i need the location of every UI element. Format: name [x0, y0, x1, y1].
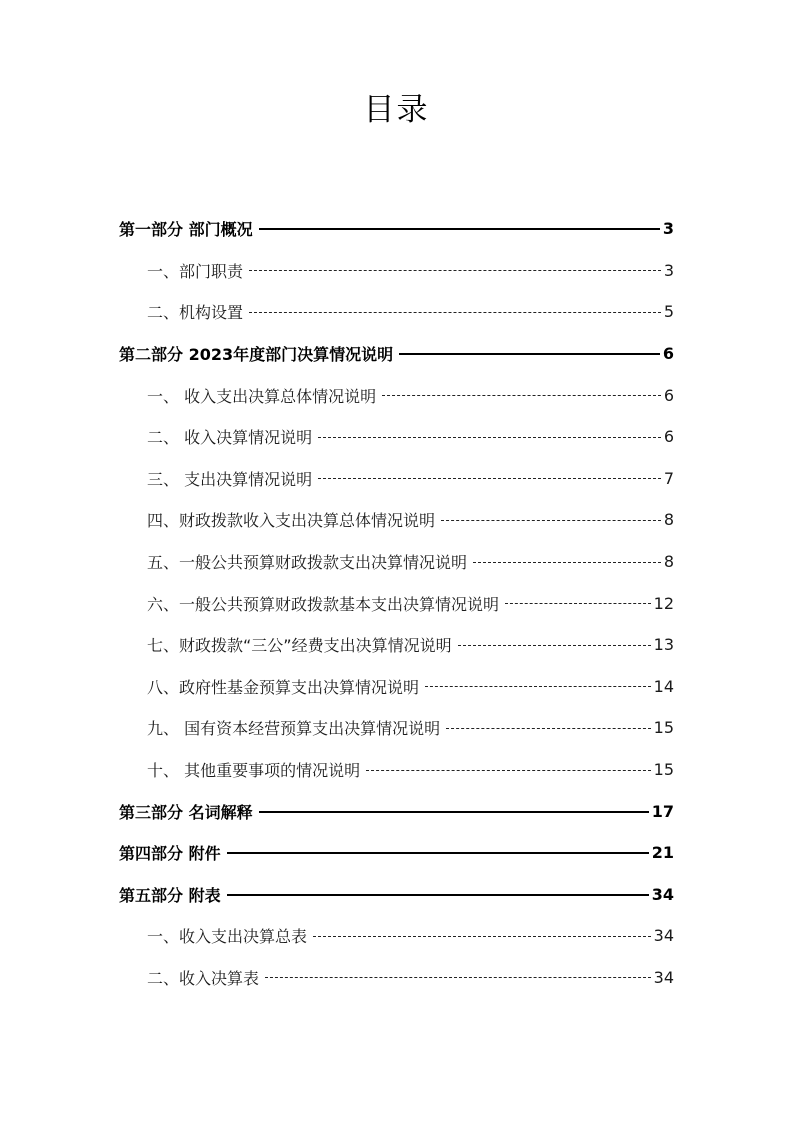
toc-entry-label: 十、 其他重要事项的情况说明 [147, 761, 361, 781]
toc-leader-line [227, 851, 649, 854]
toc-entry[interactable] [119, 915, 674, 957]
toc-entry-page: 21 [651, 843, 674, 863]
toc-entry-page: 3 [662, 219, 674, 239]
toc-entry-page: 12 [653, 593, 674, 613]
toc-entry[interactable] [119, 874, 674, 916]
toc-entry[interactable] [119, 458, 674, 500]
page-title: 目录 [363, 92, 430, 128]
toc-leader-line [318, 477, 661, 479]
toc-entry-page: 34 [653, 967, 674, 987]
toc-entry[interactable] [119, 541, 674, 583]
toc-entry[interactable] [119, 624, 674, 666]
toc-entry-page: 34 [651, 884, 674, 904]
toc-leader-line [399, 352, 660, 355]
toc-leader-line [382, 394, 661, 396]
toc-leader-line [318, 436, 661, 438]
table-of-contents [119, 208, 674, 998]
toc-leader-line [249, 311, 661, 313]
toc-leader-line [366, 769, 651, 771]
toc-entry[interactable] [119, 208, 674, 250]
toc-leader-line [505, 602, 651, 604]
toc-leader-line [441, 519, 661, 521]
toc-entry-page: 13 [653, 635, 674, 655]
toc-entry-page: 6 [663, 427, 674, 447]
toc-entry-page: 6 [663, 385, 674, 405]
toc-entry[interactable] [119, 582, 674, 624]
toc-entry-page: 8 [663, 552, 674, 572]
toc-entry-label: 第二部分 2023年度部门决算情况说明 [119, 345, 394, 365]
toc-entry-page: 34 [653, 926, 674, 946]
toc-entry-label: 六、一般公共预算财政拨款基本支出决算情况说明 [147, 594, 500, 614]
toc-entry-page: 6 [662, 344, 674, 364]
toc-entry-label: 一、收入支出决算总表 [147, 927, 308, 947]
toc-entry[interactable] [119, 832, 674, 874]
toc-entry[interactable] [119, 333, 674, 375]
toc-entry-page: 5 [663, 302, 674, 322]
toc-leader-line [227, 893, 649, 896]
toc-entry-label: 二、 收入决算情况说明 [147, 428, 313, 448]
toc-entry[interactable] [119, 291, 674, 333]
toc-entry[interactable] [119, 749, 674, 791]
toc-entry-label: 一、 收入支出决算总体情况说明 [147, 386, 377, 406]
toc-entry-label: 五、一般公共预算财政拨款支出决算情况说明 [147, 553, 468, 573]
toc-entry[interactable] [119, 374, 674, 416]
toc-leader-line [259, 227, 660, 230]
toc-entry[interactable] [119, 707, 674, 749]
toc-entry-page: 8 [663, 510, 674, 530]
toc-leader-line [313, 935, 651, 937]
toc-entry-label: 二、收入决算表 [147, 968, 260, 988]
toc-leader-line [265, 976, 651, 978]
toc-entry-label: 第一部分 部门概况 [119, 220, 253, 240]
toc-entry-label: 七、财政拨款“三公”经费支出决算情况说明 [147, 636, 452, 656]
toc-entry[interactable] [119, 790, 674, 832]
toc-entry-label: 一、部门职责 [147, 261, 244, 281]
toc-entry[interactable] [119, 250, 674, 292]
toc-entry-page: 17 [651, 801, 674, 821]
toc-leader-line [473, 561, 661, 563]
toc-entry-page: 15 [653, 760, 674, 780]
toc-entry-label: 第五部分 附表 [119, 885, 221, 905]
toc-leader-line [446, 727, 651, 729]
toc-entry-page: 7 [663, 468, 674, 488]
toc-entry-page: 14 [653, 676, 674, 696]
toc-leader-line [249, 269, 661, 271]
toc-entry-label: 九、 国有资本经营预算支出决算情况说明 [147, 719, 441, 739]
toc-leader-line [259, 810, 649, 813]
toc-leader-line [458, 644, 651, 646]
toc-leader-line [425, 685, 651, 687]
toc-entry-label: 八、政府性基金预算支出决算情况说明 [147, 677, 420, 697]
toc-entry-label: 二、机构设置 [147, 303, 244, 323]
toc-entry[interactable] [119, 499, 674, 541]
toc-entry-page: 15 [653, 718, 674, 738]
toc-entry-label: 第三部分 名词解释 [119, 802, 253, 822]
toc-entry[interactable] [119, 416, 674, 458]
toc-entry[interactable] [119, 957, 674, 999]
toc-entry-label: 第四部分 附件 [119, 844, 221, 864]
toc-entry-label: 三、 支出决算情况说明 [147, 469, 313, 489]
toc-entry-label: 四、财政拨款收入支出决算总体情况说明 [147, 511, 436, 531]
toc-entry-page: 3 [663, 260, 674, 280]
toc-entry[interactable] [119, 666, 674, 708]
